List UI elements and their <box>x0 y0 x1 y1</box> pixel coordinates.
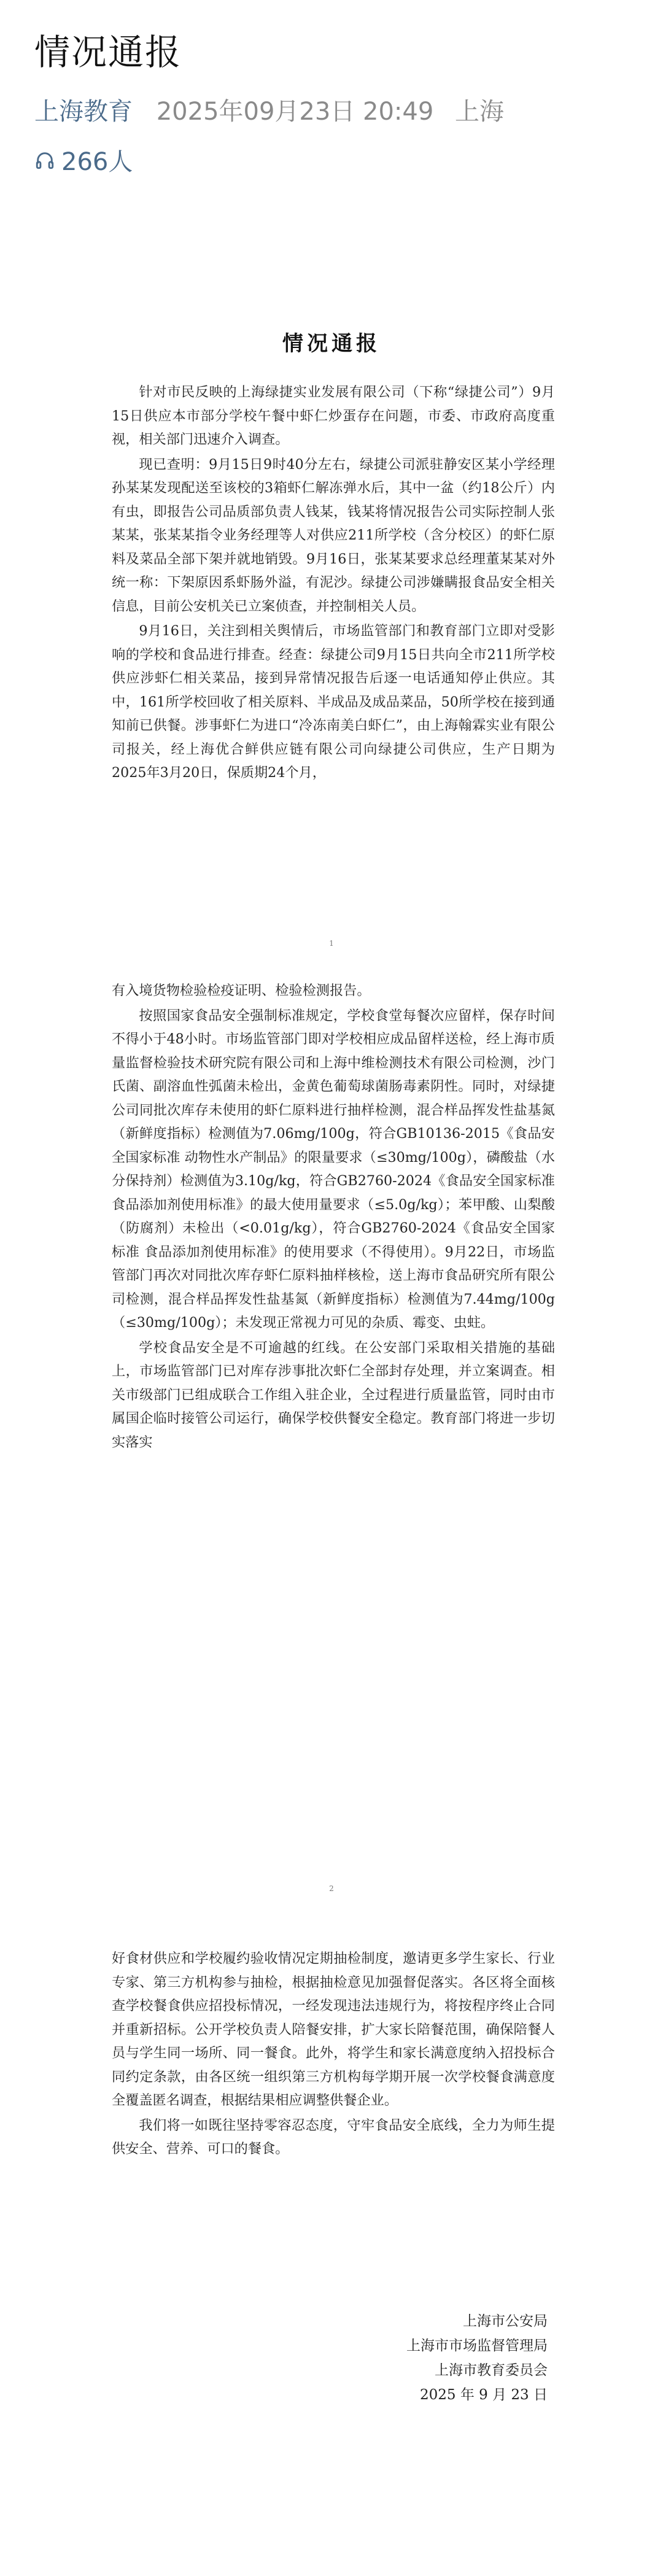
publish-location: 上海 <box>455 98 505 126</box>
document-page-1 <box>0 184 663 976</box>
document-body-3 <box>112 1947 555 2162</box>
paragraph: 9月16日，关注到相关舆情后，市场监管部门和教育部门立即对受影响的学校和食品进行排查。经查：绿捷公司9月15日共向全市211所学校供应涉虾仁相关菜品，接到异常情况报告后逐一电话通知停止供应。其中，161所学校回收了相关原料、半成品及成品菜品，50所学校在接到通知前已供餐。涉事虾仁为进口“冷冻南美白虾仁”，由上海翰霖实业有限公司报关，经上海优合鲜供应链有限公司向绿捷公司供应，生产日期为2025年3月20日，保质期24个月， <box>112 623 555 781</box>
signature-line: 上海市市场监督管理局 <box>406 2338 548 2354</box>
page-number: 1 <box>329 939 334 948</box>
paragraph: 学校食品安全是不可逾越的红线。在公安部门采取相关措施的基础上，市场监管部门已对库存涉事批次虾仁全部封存处理，并立案调查。相关市级部门已组成联合工作组入驻企业，全过程进行质量监管，同时由市属国企临时接管公司运行，确保学校供餐安全稳定。教育部门将进一步切实落实 <box>112 1339 555 1450</box>
document-page-3 <box>0 1921 663 2576</box>
headphones-icon <box>34 150 55 171</box>
paragraph: 针对市民反映的上海绿捷实业发展有限公司（下称“绿捷公司”）9月15日供应本市部分学校午餐中虾仁炒蛋存在问题，市委、市政府高度重视，相关部门迅速介入调查。 <box>112 384 555 447</box>
document-body-2 <box>112 979 555 1455</box>
document-body-1 <box>112 381 555 786</box>
signature-line: 上海市教育委员会 <box>435 2362 548 2378</box>
article-header <box>0 0 663 178</box>
paragraph: 好食材供应和学校履约验收情况定期抽检制度，邀请更多学生家长、行业专家、第三方机构参与抽检，根据抽检意见加强督促落实。各区将全面核查学校餐食供应招投标情况，一经发现违法违规行为，将按程序终止合同并重新招标。公开学校负责人陪餐安排，扩大家长陪餐范围，确保陪餐人员与学生同一场所、同一餐食。此外，将学生和家长满意度纳入招投标合同约定条款，由各区统一组织第三方机构每学期开展一次学校餐食满意度全覆盖匿名调查，根据结果相应调整供餐企业。 <box>112 1951 555 2108</box>
document-page-2 <box>0 976 663 1921</box>
listen-button[interactable] <box>34 142 133 177</box>
paragraph: 按照国家食品安全强制标准规定，学校食堂每餐次应留样，保存时间不得小于48小时。市场监管部门即对学校相应成品留样送检，经上海市质量监督检验技术研究院有限公司和上海中维检测技术有限公司检测，沙门氏菌、副溶血性弧菌未检出，金黄色葡萄球菌肠毒素阴性。同时，对绿捷公司同批次库存未使用的虾仁原料进行抽样检测，混合样品挥发性盐基氮（新鲜度指标）检测值为7.06mg/100g，符合GB10136-2015《食品安全国家标准 动物性水产制品》的限量要求（≤30mg/100g），磷酸盐（水分保持剂）检测值为3.10g/kg，符合GB2760-2024《食品安全国家标准 食品添加剂使用标准》的最大使用量要求（≤5.0g/kg）；苯甲酸、山梨酸（防腐剂）未检出（<0.01g/kg），符合GB2760-2024《食品安全国家标准 食品添加剂使用标准》的使用要求（不得使用）。9月22日，市场监管部门再次对同批次库存虾仁原料抽样核检，送上海市食品研究所有限公司检测，混合样品挥发性盐基氮（新鲜度指标）检测值为7.44mg/100g（≤30mg/100g）；未发现正常视力可见的杂质、霉变、虫蛀。 <box>112 1007 555 1331</box>
article-meta <box>34 92 504 127</box>
listen-count: 266人 <box>61 148 133 176</box>
signature-block <box>406 2309 548 2407</box>
publish-datetime: 2025年09月23日 20:49 <box>156 98 434 126</box>
paragraph: 有入境货物检验检疫证明、检验检测报告。 <box>112 983 371 999</box>
author-link[interactable]: 上海教育 <box>34 98 133 126</box>
signature-date: 2025 年 9 月 23 日 <box>420 2387 548 2403</box>
paragraph: 现已查明：9月15日9时40分左右，绿捷公司派驻静安区某小学经理孙某某发现配送至该校的3箱虾仁解冻弹水后，其中一盆（约18公斤）内有虫，即报告公司品质部负责人钱某，钱某将情况报告公司实际控制人张某某，张某某指令业务经理等人对供应211所学校（含分校区）的虾仁原料及菜品全部下架并就地销毁。9月16日，张某某要求总经理董某某对外统一称：下架原因系虾肠外溢，有泥沙。绿捷公司涉嫌瞒报食品安全相关信息，目前公安机关已立案侦查，并控制相关人员。 <box>112 456 555 614</box>
page-number: 2 <box>329 1884 334 1893</box>
paragraph: 我们将一如既往坚持零容忍态度，守牢食品安全底线，全力为师生提供安全、营养、可口的餐食。 <box>112 2117 555 2157</box>
signature-line: 上海市公安局 <box>463 2313 548 2329</box>
document-title: 情况通报 <box>282 331 381 356</box>
page-title: 情况通报 <box>34 31 182 73</box>
